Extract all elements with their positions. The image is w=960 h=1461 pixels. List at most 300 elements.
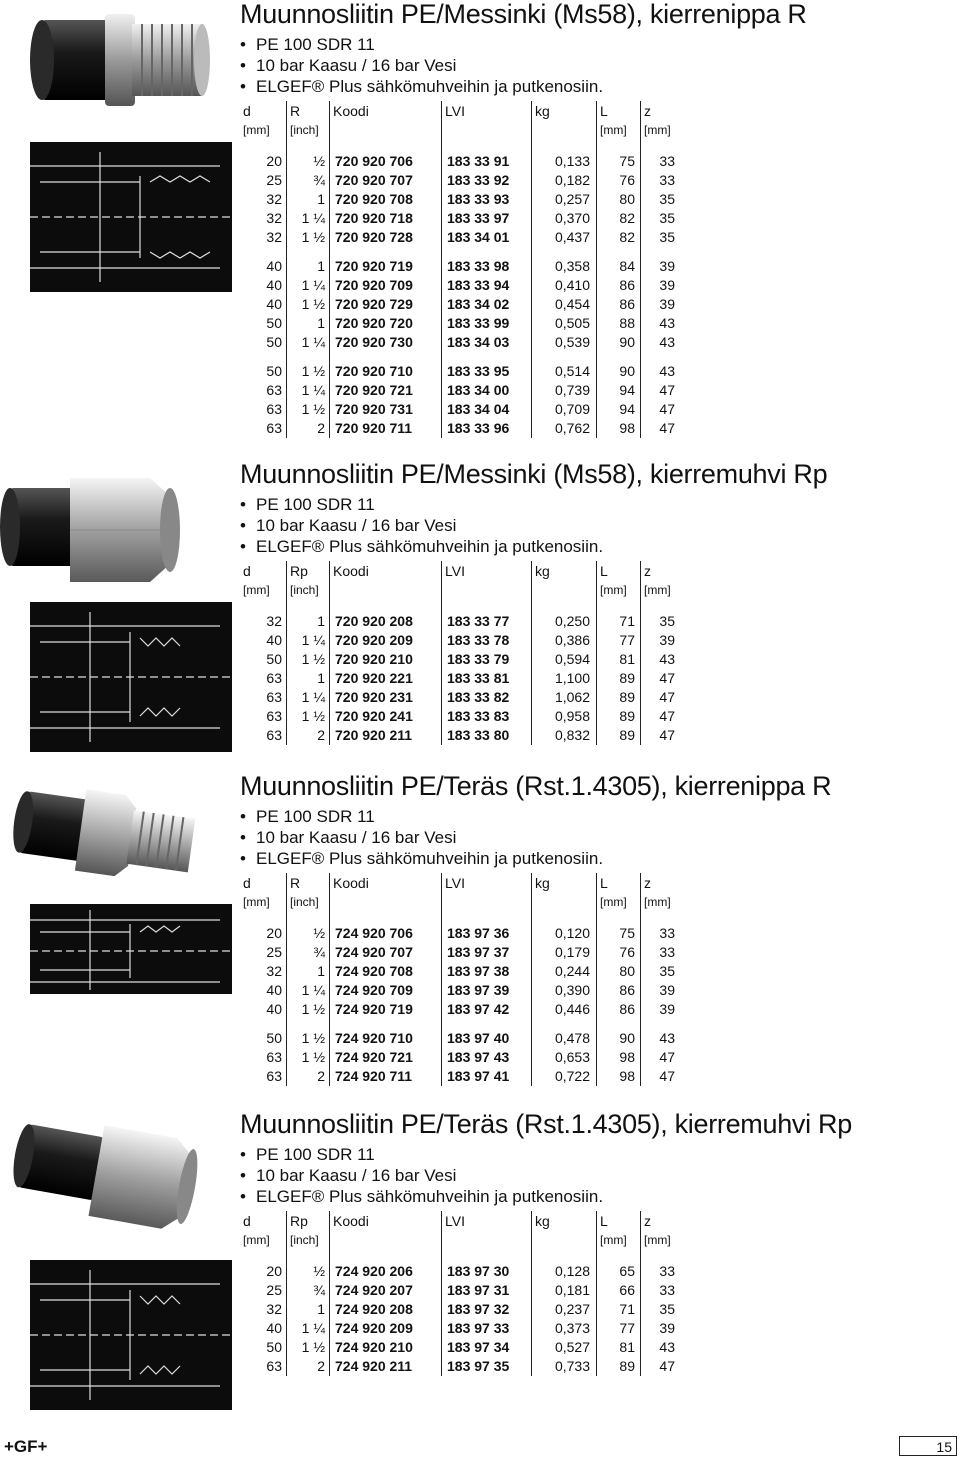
cell-lvi xyxy=(442,600,532,612)
table-row xyxy=(240,381,680,400)
cell-l: L xyxy=(597,561,641,581)
table-row xyxy=(240,1048,680,1067)
cell-koodi: 720 920 718 xyxy=(330,209,442,228)
cell-r: 1 ¼ xyxy=(287,688,330,707)
table-row xyxy=(240,295,680,314)
cell-r: 1 xyxy=(287,1300,330,1319)
spec-item: • PE 100 SDR 11 xyxy=(240,806,940,827)
table-spacer-row xyxy=(240,140,680,152)
cell-z: 33 xyxy=(641,1281,681,1300)
cell-z: 47 xyxy=(641,1048,681,1067)
cell-koodi: 720 920 731 xyxy=(330,400,442,419)
table-row xyxy=(240,1357,680,1376)
cell-lvi: 183 97 39 xyxy=(442,981,532,1000)
cell-koodi: 724 920 208 xyxy=(330,1300,442,1319)
cell-lvi: 183 33 96 xyxy=(442,419,532,438)
cell-koodi: 724 920 211 xyxy=(330,1357,442,1376)
cell-kg: 0,181 xyxy=(532,1281,597,1300)
table-row xyxy=(240,707,680,726)
table-row xyxy=(240,228,680,247)
cell-d: 63 xyxy=(266,689,282,705)
cell-l: [mm] xyxy=(597,1231,641,1250)
cell-d: 32 xyxy=(266,229,282,245)
page-number: 15 xyxy=(899,1436,957,1456)
cell-l: [mm] xyxy=(597,581,641,600)
brass-nipple-image xyxy=(0,0,232,140)
cell-lvi: 183 34 02 xyxy=(442,295,532,314)
cell-z: 33 xyxy=(641,171,681,190)
cell-koodi: 720 920 707 xyxy=(330,171,442,190)
cell-z: 47 xyxy=(641,688,681,707)
cell-l: 77 xyxy=(597,1319,641,1338)
cell-l: 86 xyxy=(597,1000,641,1019)
cell-d: 40 xyxy=(266,296,282,312)
cell-kg: 0,739 xyxy=(532,381,597,400)
cell-z: 47 xyxy=(641,726,681,745)
cell-r: 1 ½ xyxy=(287,707,330,726)
cell-lvi: 183 97 31 xyxy=(442,1281,532,1300)
cell-r: ¾ xyxy=(287,1281,330,1300)
cell-r: Rp xyxy=(287,1211,330,1231)
table-spacer-row xyxy=(240,912,680,924)
cell-r: 1 ¼ xyxy=(287,1319,330,1338)
cell-l: 89 xyxy=(597,688,641,707)
cell-kg: 0,514 xyxy=(532,362,597,381)
cell-l: 89 xyxy=(597,707,641,726)
cell-lvi: 183 33 93 xyxy=(442,190,532,209)
cell-r: 1 ½ xyxy=(287,1338,330,1357)
cell-r: R xyxy=(287,873,330,893)
cell-z: 35 xyxy=(641,612,681,631)
cell-lvi: 183 97 41 xyxy=(442,1067,532,1086)
cell-d: [mm] xyxy=(243,123,270,137)
spec-item: • PE 100 SDR 11 xyxy=(240,34,940,55)
cell-z: 47 xyxy=(641,381,681,400)
table-row xyxy=(240,650,680,669)
table-row xyxy=(240,1029,680,1048)
cell-d: d xyxy=(243,562,251,579)
cell-r xyxy=(287,352,330,362)
cell-z: 33 xyxy=(641,924,681,943)
cell-d xyxy=(240,1019,287,1029)
cell-l: 76 xyxy=(597,171,641,190)
cell-koodi: 724 920 711 xyxy=(330,1067,442,1086)
cell-l: 75 xyxy=(597,152,641,171)
cell-kg xyxy=(532,581,597,600)
spec-item: • ELGEF® Plus sähkömuhveihin ja putkenosiin. xyxy=(240,536,940,557)
cell-l: 80 xyxy=(597,962,641,981)
technical-drawing xyxy=(30,904,232,994)
cell-z: 47 xyxy=(641,1357,681,1376)
cell-kg: 0,128 xyxy=(532,1262,597,1281)
cell-d: 63 xyxy=(266,1068,282,1084)
fitting-photo xyxy=(0,772,232,912)
cell-r: 1 ¼ xyxy=(287,631,330,650)
cell-d: 40 xyxy=(266,277,282,293)
cell-r: ¾ xyxy=(287,171,330,190)
table-row xyxy=(240,962,680,981)
cell-d: 32 xyxy=(266,963,282,979)
cell-kg: 0,762 xyxy=(532,419,597,438)
cell-r: 1 ½ xyxy=(287,650,330,669)
cell-lvi: 183 97 43 xyxy=(442,1048,532,1067)
cell-d: 40 xyxy=(266,1001,282,1017)
cell-kg: 1,100 xyxy=(532,669,597,688)
cell-kg xyxy=(532,1250,597,1262)
cell-r: 1 xyxy=(287,962,330,981)
cell-r xyxy=(287,912,330,924)
cell-koodi: 720 920 720 xyxy=(330,314,442,333)
cell-koodi xyxy=(330,893,442,912)
cell-koodi: 720 920 710 xyxy=(330,362,442,381)
cell-r: ½ xyxy=(287,152,330,171)
cell-r: 1 xyxy=(287,257,330,276)
spec-item: • PE 100 SDR 11 xyxy=(240,1144,940,1165)
cell-z: 35 xyxy=(641,962,681,981)
table-row xyxy=(240,1300,680,1319)
cell-kg: 0,653 xyxy=(532,1048,597,1067)
cell-kg: 0,594 xyxy=(532,650,597,669)
cell-koodi xyxy=(330,581,442,600)
cell-koodi: Koodi xyxy=(330,561,442,581)
cell-d: d xyxy=(243,874,251,891)
cell-z: z xyxy=(641,561,681,581)
cell-z: 35 xyxy=(641,1300,681,1319)
cell-koodi: 724 920 721 xyxy=(330,1048,442,1067)
cell-lvi xyxy=(442,121,532,140)
steel-socket-image xyxy=(0,1110,232,1240)
cell-z: 35 xyxy=(641,190,681,209)
table-row xyxy=(240,257,680,276)
cell-koodi: 720 920 721 xyxy=(330,381,442,400)
section-content xyxy=(240,0,940,438)
table-row xyxy=(240,1262,680,1281)
cell-lvi xyxy=(442,1019,532,1029)
cell-z: 47 xyxy=(641,1067,681,1086)
table-row xyxy=(240,314,680,333)
cell-l xyxy=(597,352,641,362)
cell-z xyxy=(641,1019,681,1029)
cell-kg xyxy=(532,893,597,912)
cell-r xyxy=(287,1250,330,1262)
cell-lvi: LVI xyxy=(442,1211,532,1231)
cell-lvi: 183 33 94 xyxy=(442,276,532,295)
cell-kg xyxy=(532,600,597,612)
cell-kg xyxy=(532,1231,597,1250)
cell-kg: 0,386 xyxy=(532,631,597,650)
cell-r: [inch] xyxy=(287,581,330,600)
cell-d: 32 xyxy=(266,191,282,207)
cell-lvi xyxy=(442,352,532,362)
section-title: Muunnosliitin PE/Messinki (Ms58), kierrenippa R xyxy=(240,0,807,29)
gf-logo: +GF+ xyxy=(4,1437,48,1456)
cell-koodi: 720 920 241 xyxy=(330,707,442,726)
cell-r: ¾ xyxy=(287,943,330,962)
cell-koodi xyxy=(330,1250,442,1262)
table-row xyxy=(240,333,680,352)
cell-z: z xyxy=(641,1211,681,1231)
section-title: Muunnosliitin PE/Teräs (Rst.1.4305), kierremuhvi Rp xyxy=(240,1109,852,1139)
cell-r: 1 ½ xyxy=(287,295,330,314)
spec-item: • 10 bar Kaasu / 16 bar Vesi xyxy=(240,827,940,848)
table-spacer-row xyxy=(240,600,680,612)
fitting-photo xyxy=(0,460,232,600)
cell-koodi: 724 920 207 xyxy=(330,1281,442,1300)
cell-kg: 0,120 xyxy=(532,924,597,943)
table-row xyxy=(240,190,680,209)
cell-l: 82 xyxy=(597,209,641,228)
cell-r: 1 ½ xyxy=(287,1000,330,1019)
cell-d: [mm] xyxy=(243,895,270,909)
cell-r: Rp xyxy=(287,561,330,581)
cell-z: [mm] xyxy=(641,893,681,912)
spec-item: • PE 100 SDR 11 xyxy=(240,494,940,515)
cell-z xyxy=(641,247,681,257)
table-row xyxy=(240,419,680,438)
cell-lvi: 183 97 40 xyxy=(442,1029,532,1048)
cell-koodi xyxy=(330,1019,442,1029)
table-row xyxy=(240,981,680,1000)
cell-d xyxy=(240,352,287,362)
cell-z: 43 xyxy=(641,1338,681,1357)
cell-lvi xyxy=(442,140,532,152)
cell-koodi: 724 920 719 xyxy=(330,1000,442,1019)
cell-d: [mm] xyxy=(243,1233,270,1247)
cell-d: 25 xyxy=(266,1282,282,1298)
cell-koodi: 720 920 719 xyxy=(330,257,442,276)
cell-kg: 0,182 xyxy=(532,171,597,190)
cell-kg: kg xyxy=(532,1211,597,1231)
cell-kg xyxy=(532,140,597,152)
cell-d: 50 xyxy=(266,334,282,350)
cell-koodi: 720 920 231 xyxy=(330,688,442,707)
cell-lvi xyxy=(442,247,532,257)
table-row xyxy=(240,152,680,171)
cell-lvi: 183 34 03 xyxy=(442,333,532,352)
table-row xyxy=(240,1338,680,1357)
cell-koodi xyxy=(330,1231,442,1250)
spec-item: • 10 bar Kaasu / 16 bar Vesi xyxy=(240,1165,940,1186)
cell-z: 35 xyxy=(641,228,681,247)
cell-koodi: 720 920 709 xyxy=(330,276,442,295)
cell-z: 47 xyxy=(641,707,681,726)
cell-d: 63 xyxy=(266,1049,282,1065)
cell-z: 43 xyxy=(641,362,681,381)
cell-koodi: 720 920 708 xyxy=(330,190,442,209)
cell-kg: 0,244 xyxy=(532,962,597,981)
cell-l: 98 xyxy=(597,1048,641,1067)
table-spacer-row xyxy=(240,1250,680,1262)
table-header-row xyxy=(240,1211,680,1231)
cell-d: 20 xyxy=(266,925,282,941)
cell-lvi: 183 33 99 xyxy=(442,314,532,333)
table-unit-row xyxy=(240,1231,680,1250)
table-row xyxy=(240,631,680,650)
cell-kg: 0,250 xyxy=(532,612,597,631)
cell-z: 39 xyxy=(641,981,681,1000)
cell-lvi xyxy=(442,893,532,912)
cell-koodi: Koodi xyxy=(330,101,442,121)
cell-l: 98 xyxy=(597,419,641,438)
cell-l: 94 xyxy=(597,381,641,400)
cell-lvi: 183 97 30 xyxy=(442,1262,532,1281)
cell-lvi: 183 33 92 xyxy=(442,171,532,190)
cell-r xyxy=(287,140,330,152)
cell-l: 89 xyxy=(597,726,641,745)
cell-z: 47 xyxy=(641,400,681,419)
cell-koodi xyxy=(330,121,442,140)
brass-socket-image xyxy=(0,460,232,600)
cell-l: 89 xyxy=(597,1357,641,1376)
cell-l: 71 xyxy=(597,612,641,631)
cell-l xyxy=(597,1019,641,1029)
cell-l: 90 xyxy=(597,362,641,381)
cell-r: 1 ¼ xyxy=(287,381,330,400)
cell-kg: 0,179 xyxy=(532,943,597,962)
product-table xyxy=(240,873,680,1086)
cell-r: ½ xyxy=(287,924,330,943)
table-row xyxy=(240,1281,680,1300)
cell-r: ½ xyxy=(287,1262,330,1281)
spec-list xyxy=(240,1144,940,1207)
cell-z: 35 xyxy=(641,209,681,228)
section-drawing-image xyxy=(30,1260,232,1410)
cell-l: 86 xyxy=(597,276,641,295)
cell-lvi: 183 34 01 xyxy=(442,228,532,247)
cell-l: 77 xyxy=(597,631,641,650)
cell-koodi: 720 920 711 xyxy=(330,419,442,438)
cell-z: 43 xyxy=(641,333,681,352)
section-content xyxy=(240,460,940,745)
cell-r: 1 ½ xyxy=(287,1048,330,1067)
cell-z: 39 xyxy=(641,276,681,295)
cell-r: 2 xyxy=(287,1357,330,1376)
cell-kg: 0,358 xyxy=(532,257,597,276)
cell-koodi: 720 920 211 xyxy=(330,726,442,745)
section-drawing-image xyxy=(30,602,232,752)
technical-drawing xyxy=(30,1260,232,1410)
cell-z xyxy=(641,912,681,924)
cell-lvi: 183 33 82 xyxy=(442,688,532,707)
cell-lvi: 183 33 83 xyxy=(442,707,532,726)
cell-lvi: 183 33 79 xyxy=(442,650,532,669)
cell-koodi: 720 920 221 xyxy=(330,669,442,688)
cell-koodi: 720 920 728 xyxy=(330,228,442,247)
cell-z: 43 xyxy=(641,314,681,333)
table-spacer-row xyxy=(240,1019,680,1029)
cell-l: 89 xyxy=(597,669,641,688)
cell-koodi: 720 920 706 xyxy=(330,152,442,171)
product-table xyxy=(240,561,680,745)
cell-l: 98 xyxy=(597,1067,641,1086)
cell-z: 39 xyxy=(641,631,681,650)
cell-r: 1 ¼ xyxy=(287,981,330,1000)
cell-kg: 0,527 xyxy=(532,1338,597,1357)
cell-l: 80 xyxy=(597,190,641,209)
table-row xyxy=(240,362,680,381)
section-drawing-image xyxy=(30,142,232,292)
fitting-photo xyxy=(0,0,232,140)
table-header-row xyxy=(240,873,680,893)
cell-z: 43 xyxy=(641,650,681,669)
table-unit-row xyxy=(240,581,680,600)
product-table xyxy=(240,1211,680,1376)
cell-kg: 0,390 xyxy=(532,981,597,1000)
table-row xyxy=(240,276,680,295)
cell-kg: 0,410 xyxy=(532,276,597,295)
cell-lvi: LVI xyxy=(442,101,532,121)
cell-d: 50 xyxy=(266,363,282,379)
table-row xyxy=(240,171,680,190)
cell-l: 90 xyxy=(597,1029,641,1048)
cell-kg: kg xyxy=(532,101,597,121)
cell-lvi: 183 33 77 xyxy=(442,612,532,631)
cell-lvi: 183 33 91 xyxy=(442,152,532,171)
cell-l: 81 xyxy=(597,1338,641,1357)
cell-z xyxy=(641,1250,681,1262)
table-unit-row xyxy=(240,893,680,912)
cell-koodi: 724 920 210 xyxy=(330,1338,442,1357)
cell-koodi: Koodi xyxy=(330,873,442,893)
cell-kg: 0,478 xyxy=(532,1029,597,1048)
cell-koodi: 724 920 709 xyxy=(330,981,442,1000)
cell-koodi: 724 920 209 xyxy=(330,1319,442,1338)
cell-kg xyxy=(532,912,597,924)
cell-d: 32 xyxy=(266,1301,282,1317)
cell-kg: 0,454 xyxy=(532,295,597,314)
table-header-row xyxy=(240,101,680,121)
spec-list xyxy=(240,806,940,869)
table-row xyxy=(240,688,680,707)
cell-koodi: 724 920 706 xyxy=(330,924,442,943)
cell-r: 1 xyxy=(287,669,330,688)
cell-lvi: 183 33 97 xyxy=(442,209,532,228)
cell-koodi: 720 920 730 xyxy=(330,333,442,352)
cell-kg: 0,133 xyxy=(532,152,597,171)
cell-z: z xyxy=(641,873,681,893)
cell-d: 32 xyxy=(266,613,282,629)
cell-kg: 0,370 xyxy=(532,209,597,228)
cell-l: L xyxy=(597,101,641,121)
cell-lvi: 183 97 33 xyxy=(442,1319,532,1338)
cell-d: 50 xyxy=(266,1030,282,1046)
section-content xyxy=(240,772,940,1086)
cell-l: 66 xyxy=(597,1281,641,1300)
cell-kg: 0,237 xyxy=(532,1300,597,1319)
cell-l xyxy=(597,912,641,924)
cell-d xyxy=(240,140,287,152)
cell-kg: 0,257 xyxy=(532,190,597,209)
cell-d: 50 xyxy=(266,651,282,667)
cell-d: [mm] xyxy=(243,583,270,597)
cell-z: 33 xyxy=(641,1262,681,1281)
product-table xyxy=(240,101,680,438)
cell-kg: 0,958 xyxy=(532,707,597,726)
cell-koodi: 724 920 708 xyxy=(330,962,442,981)
cell-l: 81 xyxy=(597,650,641,669)
cell-d xyxy=(240,912,287,924)
spec-item: • 10 bar Kaasu / 16 bar Vesi xyxy=(240,515,940,536)
cell-z: 39 xyxy=(641,1000,681,1019)
cell-l: 75 xyxy=(597,924,641,943)
cell-kg: 1,062 xyxy=(532,688,597,707)
cell-r: 1 ½ xyxy=(287,362,330,381)
cell-z: 47 xyxy=(641,669,681,688)
table-spacer-row xyxy=(240,247,680,257)
cell-lvi: 183 33 80 xyxy=(442,726,532,745)
cell-koodi: 720 920 209 xyxy=(330,631,442,650)
cell-r: 2 xyxy=(287,419,330,438)
